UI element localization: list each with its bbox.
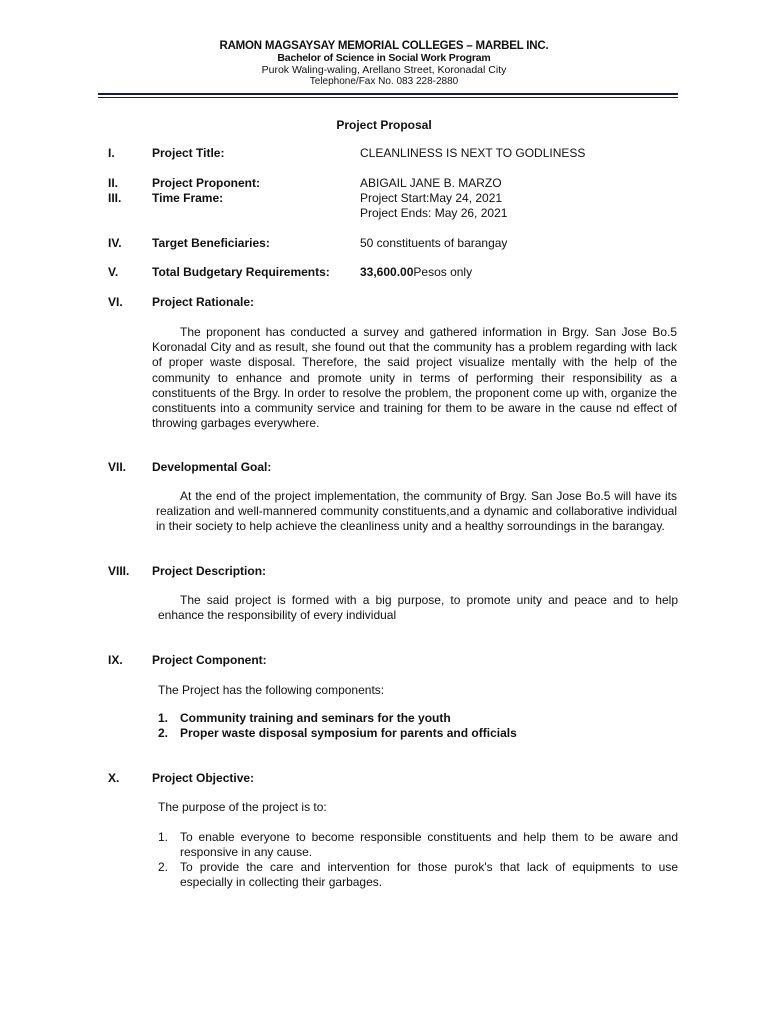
section-label: Project Rationale: (152, 295, 255, 309)
budget-unit: Pesos only (413, 265, 473, 279)
time-frame-start: Project Start:May 24, 2021 (360, 191, 503, 205)
objective-list (158, 830, 678, 890)
list-item-number: 1. (158, 830, 169, 844)
header-divider-thin (98, 97, 678, 98)
section-number: VII. (108, 460, 127, 474)
component-list (158, 711, 678, 741)
section-number: VIII. (108, 564, 130, 578)
header-divider-thick (98, 93, 678, 95)
section-label: Project Title: (152, 146, 225, 160)
section-number: III. (108, 191, 122, 205)
section-number: IX. (108, 653, 123, 667)
list-item-text: Proper waste disposal symposium for parents and officials (180, 726, 517, 740)
program-name: Bachelor of Science in Social Work Program (277, 52, 491, 64)
beneficiaries-value: 50 constituents of barangay (360, 236, 508, 250)
section-label: Project Description: (152, 564, 267, 578)
section-label: Project Component: (152, 653, 267, 667)
component-intro: The Project has the following components: (158, 683, 385, 697)
document-title: Project Proposal (336, 118, 432, 132)
project-title-value: CLEANLINESS IS NEXT TO GODLINESS (360, 146, 586, 160)
time-frame-end: Project Ends: May 26, 2021 (360, 206, 508, 220)
section-number: X. (108, 771, 120, 785)
list-item-number: 2. (158, 726, 169, 740)
section-number: VI. (108, 295, 123, 309)
list-item-number: 1. (158, 711, 169, 725)
list-item (158, 860, 678, 890)
section-number: I. (108, 146, 115, 160)
section-label: Target Beneficiaries: (152, 236, 270, 250)
list-item (158, 726, 678, 741)
goal-paragraph: At the end of the project implementation, the community of Brgy. San Jose Bo.5 will have its realization and well-mannered community constituents,and a dynamic and collaborative individual in their society to help achieve the cleanliness unity and a healthy sorroundings in the barangay. (156, 489, 677, 534)
section-number: IV. (108, 236, 122, 250)
rationale-paragraph: The proponent has conducted a survey and gathered information in Brgy. San Jose Bo.5 Koronadal City and as result, she found out that the community has a problem regarding with lack of proper waste disposal. Therefore, the said project visualize mentally with the help of the community to enhance and promote unity in terms of performing their responsibility as a constituents of the Brgy. In order to resolve the problem, the proponent come up with, organize the constituents into a community service and training for them to be aware in the cause nd effect of throwing garbages everywhere. (152, 325, 677, 431)
section-label: Project Objective: (152, 771, 255, 785)
description-paragraph: The said project is formed with a big purpose, to promote unity and peace and to help enhance the responsibility of every individual (158, 593, 678, 623)
list-item-text: To enable everyone to become responsible constituents and help them to be aware and responsive in any cause. (180, 830, 678, 859)
list-item (158, 830, 678, 860)
list-item (158, 711, 678, 726)
school-name: RAMON MAGSAYSAY MEMORIAL COLLEGES – MARBEL INC. (219, 40, 549, 52)
budget-value (360, 265, 472, 280)
school-address: Purok Waling-waling, Arellano Street, Koronadal City (261, 64, 507, 76)
section-label: Project Proponent: (152, 176, 261, 190)
proponent-value: ABIGAIL JANE B. MARZO (360, 176, 502, 190)
budget-amount: 33,600.00 (360, 265, 414, 279)
list-item-number: 2. (158, 860, 169, 874)
school-telephone: Telephone/Fax No. 083 228-2880 (309, 76, 459, 87)
list-item-text: To provide the care and intervention for those purok's that lack of equipments to use especially in collecting their garbages. (180, 860, 678, 889)
section-number: V. (108, 265, 119, 279)
section-label: Time Frame: (152, 191, 224, 205)
section-label: Total Budgetary Requirements: (152, 265, 330, 279)
list-item-text: Community training and seminars for the youth (180, 711, 451, 725)
section-number: II. (108, 176, 119, 190)
section-label: Developmental Goal: (152, 460, 272, 474)
objective-intro: The purpose of the project is to: (158, 800, 327, 814)
